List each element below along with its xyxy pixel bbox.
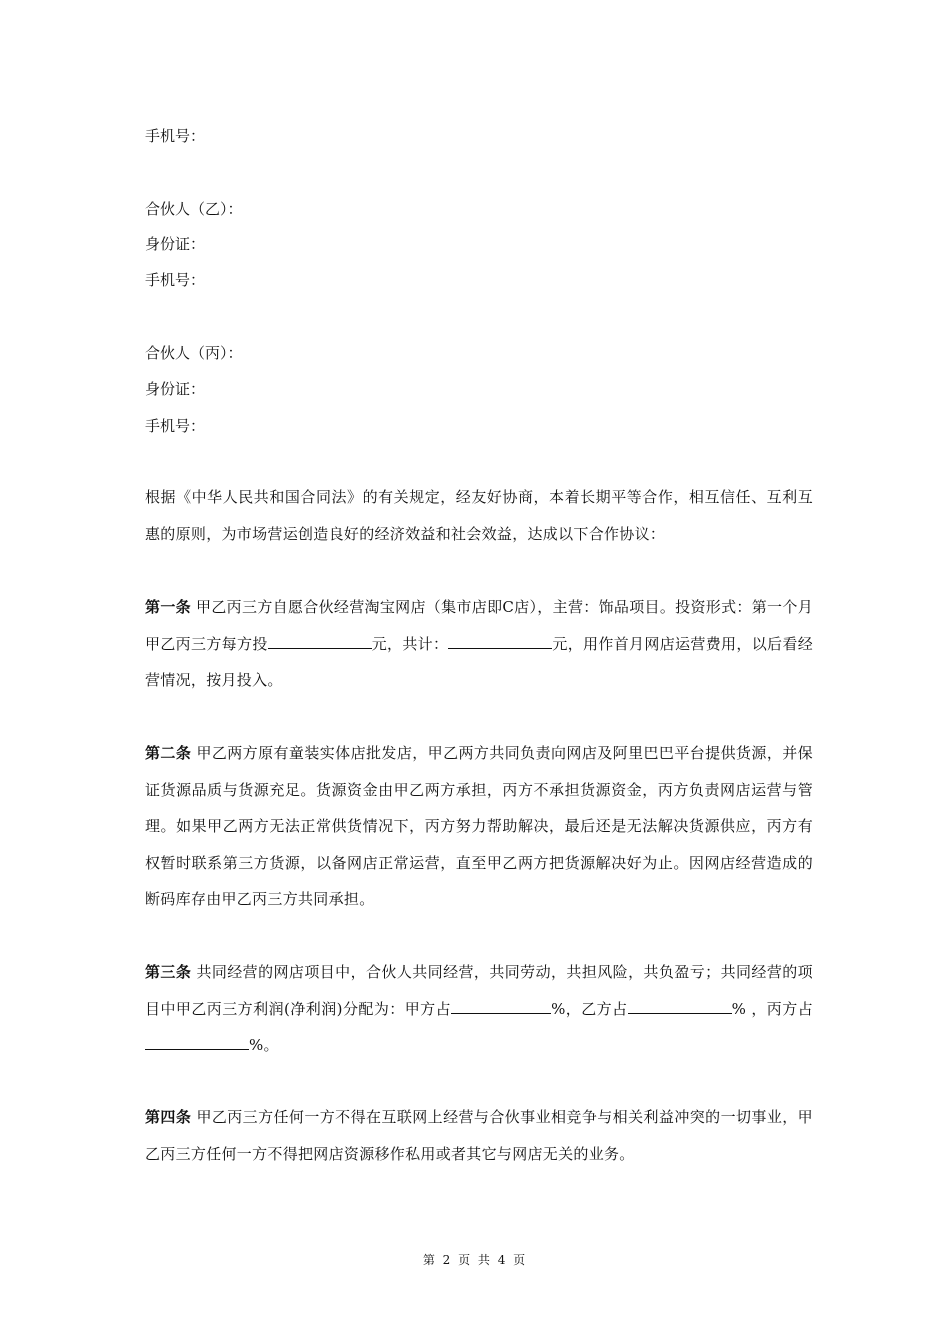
article-1-blank-total <box>448 634 552 649</box>
article-3 <box>145 954 813 1064</box>
intro-paragraph: 根据《中华人民共和国合同法》的有关规定，经友好协商，本着长期平等合作，相互信任、互利互惠的原则，为市场营运创造良好的经济效益和社会效益，达成以下合作协议： <box>145 488 813 543</box>
article-2-title: 第二条 <box>145 744 192 762</box>
article-3-blank-c <box>145 1035 249 1050</box>
article-1-text-2: 元，共计： <box>371 634 449 653</box>
id-label-b: 身份证： <box>145 235 206 253</box>
article-3-text-4: %。 <box>249 1036 279 1054</box>
article-4-text: 甲乙丙三方任何一方不得在互联网上经营与合伙事业相竞争与相关利益冲突的一切事业，甲乙丙三方任何一方不得把网店资源移作私用或者其它与网店无关的业务。 <box>145 1108 813 1163</box>
article-1 <box>145 589 813 699</box>
article-3-title: 第三条 <box>145 963 192 981</box>
article-3-text-3: % ，丙方占 <box>731 999 814 1018</box>
article-3-blank-a <box>451 999 551 1014</box>
article-3-text-1: 共同经营的网店项目中，合伙人共同经营，共同劳动，共担风险，共负盈亏；共同经营的项目中甲乙丙三方利润(净利润)分配为：甲方占 <box>145 963 813 1018</box>
article-1-text-1: 甲乙丙三方自愿合伙经营淘宝网店（集市店即C店），主营：饰品项目。投资形式：第一个月甲乙丙三方每方投 <box>145 598 813 653</box>
article-4 <box>145 1099 813 1172</box>
article-1-blank-amount <box>268 634 372 649</box>
partner-c-label: 合伙人（丙）： <box>145 344 243 362</box>
article-1-title: 第一条 <box>145 598 191 616</box>
article-2 <box>145 735 813 918</box>
article-2-text: 甲乙两方原有童装实体店批发店，甲乙两方共同负责向网店及阿里巴巴平台提供货源，并保证货源品质与货源充足。货源资金由甲乙两方承担，丙方不承担货源资金，丙方负责网店运营与管理。如果甲乙两方无法正常供货情况下，丙方努力帮助解决，最后还是无法解决货源供应，丙方有权暂时联系第三方货源，以备网店正常运营，直至甲乙两方把货源解决好为止。因网店经营造成的断码库存由甲乙丙三方共同承担。 <box>145 744 813 908</box>
article-3-text-2: %，乙方占 <box>551 999 628 1018</box>
id-label-c: 身份证： <box>145 380 206 398</box>
phone-label-a: 手机号： <box>145 127 206 145</box>
article-4-title: 第四条 <box>145 1108 192 1126</box>
article-3-blank-b <box>628 999 732 1014</box>
phone-label-b: 手机号： <box>145 271 206 289</box>
page-number-footer: 第 2 页 共 4 页 <box>422 1253 528 1267</box>
partner-b-label: 合伙人（乙）： <box>145 200 243 218</box>
phone-label-c: 手机号： <box>145 417 206 435</box>
article-1-text-3: 元，用作首月网店运营费用，以后看经营情况，按月投入。 <box>145 634 813 689</box>
